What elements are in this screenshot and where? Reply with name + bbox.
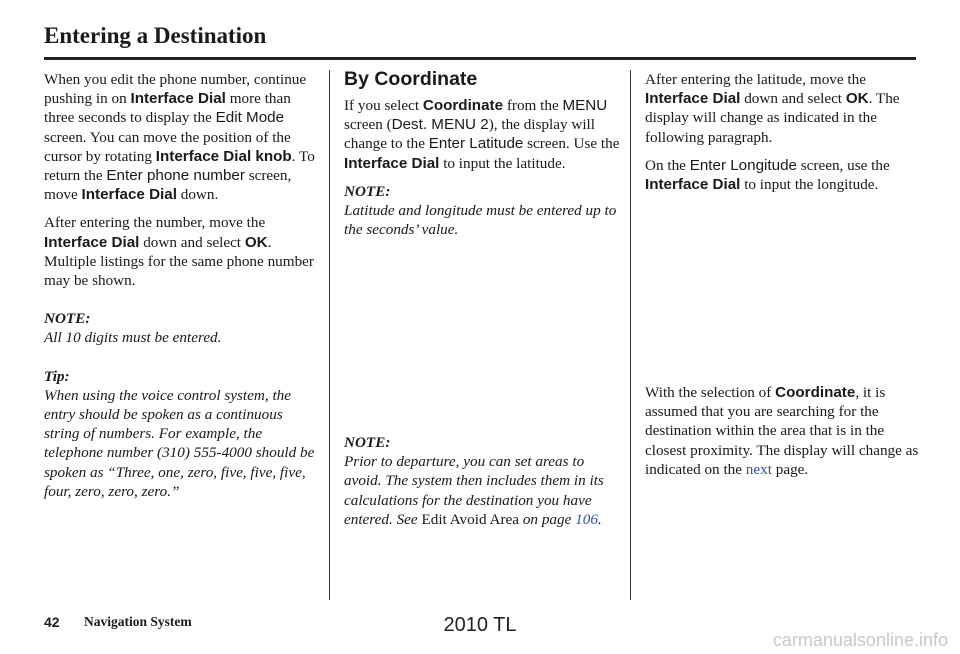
by-coordinate-paragraph: If you select Coordinate from the MENU screen (Dest. MENU 2), the display will change to the Enter Latitude screen. Use the Interface Dial to input the latitude. [344,97,620,172]
longitude-paragraph: On the Enter Longitude screen, use the Interface Dial to input the longitude. [645,156,890,194]
column-divider [630,70,631,600]
page-title: Entering a Destination [44,23,267,48]
title-rule [44,57,916,60]
watermark: carmanualsonline.info [772,630,948,650]
after-latitude-paragraph: After entering the latitude, move the Interface Dial down and select OK. The display will change as indicated in the following paragraph. [645,71,900,146]
section-heading: By Coordinate [344,68,478,90]
note-label: NOTE: [44,310,91,328]
note-label: NOTE: [344,182,391,200]
page-link[interactable]: 106 [575,510,598,528]
column-1 [44,70,319,501]
after-entering-number-paragraph: After entering the number, move the Interface Dial down and select OK. Multiple listings for the same phone number may be shown. [44,214,314,290]
avoid-area-note [344,433,620,529]
coordinate-selection-paragraph: With the selection of Coordinate, it is assumed that you are searching for the destination within the area that is in the closest proximity. The display will change as indicated on the next page. [645,384,919,478]
cross-reference: Edit Avoid Area [421,510,520,528]
note-text: Latitude and longitude must be entered up to the seconds’ value. [344,202,617,239]
footer-label: Navigation System [84,614,192,629]
page-number: 42 [44,614,60,630]
tip-label: Tip: [44,367,70,385]
column-2 [344,67,620,607]
next-page-link[interactable]: next [745,460,772,478]
note-label: NOTE: [344,434,391,451]
model-label: 2010 TL [443,614,517,636]
coordinate-selection-block [645,383,920,479]
column-divider [329,70,330,600]
tip-text: When using the voice control system, the entry should be spoken as a continuous string of numbers. For example, the telephone number (310) 555-4000 should be spoken as “Three, one, zero, five, five, five, four, zero, zero, zero.” [44,386,315,500]
edit-phone-paragraph: When you edit the phone number, continue pushing in on Interface Dial more than three seconds to display the Edit Mode screen. You can move the position of the cursor by rotating Interface Dial knob. To return the Enter phone number screen, move Interface Dial down. [44,71,315,204]
note-text: All 10 digits must be entered. [44,329,222,347]
note-text: Prior to departure, you can set areas to avoid. The system then includes them in its calculations for the destination you have entered. See Edit Avoid Area on page 106. [344,453,604,528]
column-3 [645,70,920,600]
